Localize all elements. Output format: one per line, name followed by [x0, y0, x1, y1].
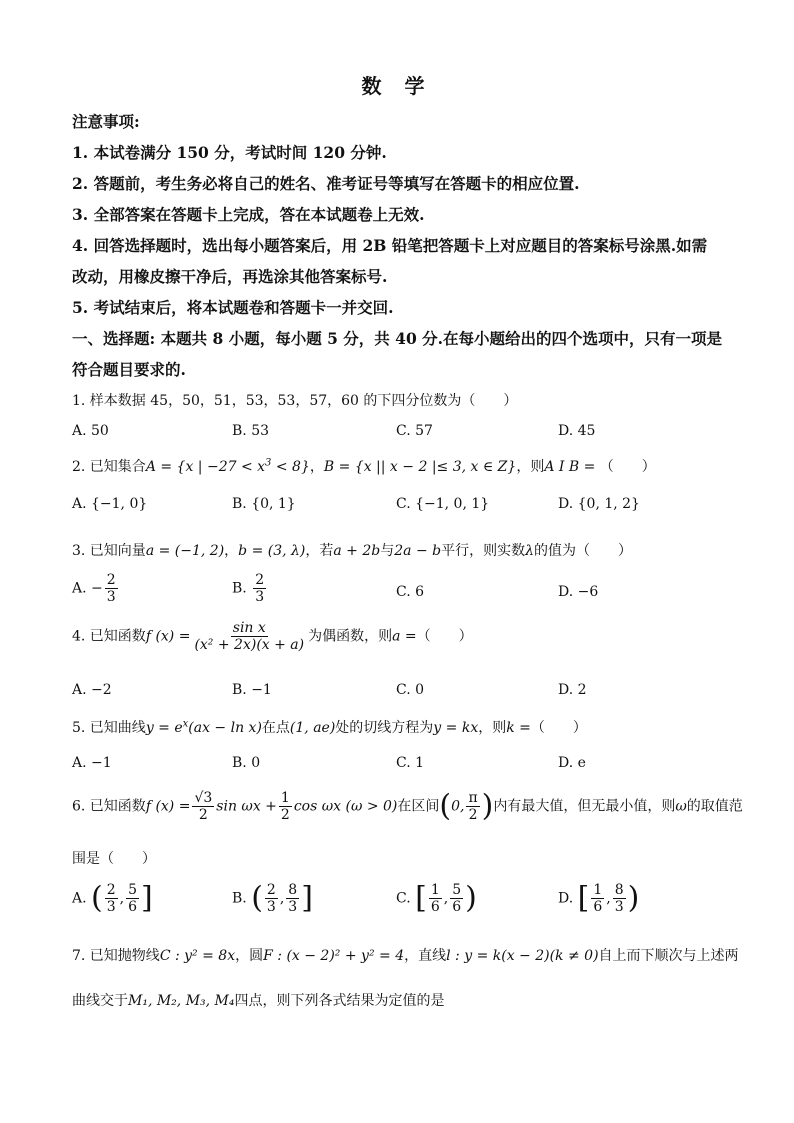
q5-stem: [72, 717, 587, 737]
q6-option-b-right: ]: [301, 880, 313, 916]
q6-option-c-frac-1: [429, 882, 442, 915]
q6-option-d-left: [: [577, 880, 590, 916]
q6-coef-2-den: 2: [280, 807, 290, 824]
q3-text-5: 的值为（ ）: [533, 543, 632, 559]
q3-vector-a: a = (−1, 2): [145, 543, 225, 559]
q1-option-c: C. 57: [396, 423, 433, 439]
q5-line: y = kx: [433, 720, 479, 736]
q2-set-a-end: < 8}: [271, 459, 310, 475]
q6-fx: f (x) =: [145, 798, 191, 815]
q3-stem: [72, 540, 632, 560]
q6-interval-end: [466, 790, 479, 823]
q6-interval-den: 2: [468, 807, 478, 824]
q5-text-3: 处的切线方程为: [335, 720, 434, 736]
q7-text-6: 四点，则下列各式结果为定值的是: [234, 993, 445, 1009]
q7-stem-cont: [72, 990, 445, 1010]
section-heading: 一、选择题: 本题共 8 小题，每小题 5 分，共 40 分.在每小题给出的四个选项中，只有一项是: [72, 329, 723, 348]
q6-option-c-left: [: [415, 880, 427, 916]
q6-coef-1-den: 2: [198, 807, 208, 824]
q5-k-eq: k =: [506, 720, 531, 736]
q4-stem: [72, 620, 473, 653]
q6-option-b-frac-2: [286, 882, 299, 915]
q6-option-a-n2: 5: [128, 882, 138, 898]
q2-set-b: B = {x || x − 2 |≤ 3, x ∈ Z}: [323, 459, 517, 475]
q6-option-c-n2: 5: [452, 882, 462, 898]
q6-option-a-left: (: [91, 880, 103, 916]
q5-curve-rest: (ax − ln x): [188, 720, 262, 736]
q2-option-a: A. {−1, 0}: [72, 496, 148, 512]
q2-set-a-sup: 3: [265, 457, 272, 469]
q3-option-a-label: A.: [72, 580, 87, 597]
q1-stem: 1. 样本数据 45，50，51，53，53，57，60 的下四分位数为（ ）: [72, 393, 518, 409]
q6-interval-left: (: [439, 788, 452, 824]
q6-option-c-label: C.: [396, 890, 411, 907]
q7-parabola: C : y² = 8x: [159, 948, 236, 964]
q4-option-d: D. 2: [558, 682, 587, 698]
q6-text-1: 6. 已知函数: [72, 798, 146, 815]
notice-item-1: 1. 本试卷满分 150 分，考试时间 120 分钟.: [72, 143, 387, 162]
q3-option-a-sign: −: [91, 580, 103, 597]
q2-option-d: D. {0, 1, 2}: [558, 496, 640, 512]
q7-line: l : y = k(x − 2)(k ≠ 0): [446, 948, 599, 964]
q3-expr-1: a + 2b: [333, 543, 381, 559]
q2-set-a: [146, 459, 310, 475]
q3-option-b-num: 2: [255, 572, 265, 588]
q5-text-4: ，则: [478, 720, 507, 736]
q2-text-1: 2. 已知集合: [72, 459, 146, 475]
q6-option-a-n1: 2: [106, 882, 116, 898]
q5-text-1: 5. 已知曲线: [72, 720, 146, 736]
q3-option-a: [72, 572, 120, 605]
q6-option-d-d2: 3: [614, 899, 624, 916]
q3-option-c: C. 6: [396, 584, 425, 600]
q4-option-a: A. −2: [72, 682, 112, 698]
q7-stem: [72, 945, 739, 965]
q7-text-1: 7. 已知抛物线: [72, 948, 160, 964]
q5-option-b: B. 0: [232, 755, 261, 771]
q1-option-d: D. 45: [558, 423, 596, 439]
q7-points: M₁, M₂, M₃, M₄: [128, 993, 235, 1009]
q6-option-c: C. [ $\frac{1}{6}$ , $\frac{5}{6}$ ): [396, 880, 477, 916]
q5-option-d: D. e: [558, 755, 586, 771]
notice-item-2: 2. 答题前，考生务必将自己的姓名、准考证号等填写在答题卡的相应位置.: [72, 174, 580, 193]
q6-option-a-frac-1: [105, 882, 118, 915]
q4-a-eq: a =: [392, 628, 417, 645]
q6-option-b-frac-1: [265, 882, 278, 915]
q6-option-d-frac-1: [591, 882, 604, 915]
q6-term-1: sin ωx +: [216, 798, 277, 815]
q6-option-c-frac-2: [450, 882, 463, 915]
q7-text-2: ，圆: [235, 948, 264, 964]
q4-denominator: (x² + 2x)(x + a): [194, 637, 305, 654]
q3-text-3: 与: [380, 543, 395, 559]
q4-option-c: C. 0: [396, 682, 425, 698]
q4-fraction: [192, 620, 306, 653]
q1-option-a: A. 50: [72, 423, 109, 439]
q3-text-4: 平行，则实数: [441, 543, 526, 559]
q6-coef-2: [279, 790, 292, 823]
q3-option-a-fraction: [105, 572, 118, 605]
q3-lambda: λ: [525, 543, 534, 559]
q3-option-a-num: 2: [106, 572, 116, 588]
q3-text-1: 3. 已知向量: [72, 543, 146, 559]
q6-term-2: cos ωx (ω > 0): [293, 798, 398, 815]
notice-item-3: 3. 全部答案在答题卡上完成，答在本试题卷上无效.: [72, 205, 425, 224]
q6-option-b-label: B.: [232, 890, 247, 907]
q6-coef-1-num: √3: [194, 790, 213, 806]
q6-text-4: 的取值范: [686, 798, 743, 815]
q6-interval-right: ): [481, 788, 494, 824]
q6-coef-1: [192, 790, 214, 823]
q7-text-4: 自上而下顺次与上述两: [598, 948, 739, 964]
q5-text-5: （ ）: [530, 720, 587, 736]
q5-curve-main: y = e: [145, 720, 183, 736]
q5-point: (1, ae): [289, 720, 336, 736]
q5-curve-sup: x: [182, 718, 189, 730]
q5-curve: [146, 720, 262, 736]
q6-option-d-right: ): [627, 880, 640, 916]
q5-option-a: A. −1: [72, 755, 112, 771]
q6-option-c-right: ): [465, 880, 477, 916]
q3-option-b-fraction: [253, 572, 266, 605]
q6-option-c-n1: 1: [430, 882, 440, 898]
q2-option-c: C. {−1, 0, 1}: [396, 496, 490, 512]
q4-fx: f (x) =: [145, 628, 191, 645]
q6-option-a-d2: 6: [128, 899, 138, 916]
notice-item-5: 5. 考试结束后，将本试题卷和答题卡一并交回.: [72, 298, 394, 317]
q5-option-c: C. 1: [396, 755, 425, 771]
q4-option-b: B. −1: [232, 682, 272, 698]
q6-option-a-right: ]: [141, 880, 153, 916]
q6-stem-cont: 围是（ ）: [72, 851, 156, 867]
q6-option-d: D. [ $\frac{1}{6}$ , $\frac{8}{3}$ ): [558, 880, 640, 916]
notice-item-4: 4. 回答选择题时，选出每小题答案后，用 2B 铅笔把答题卡上对应题目的答案标号涂黑.如需: [72, 236, 708, 255]
notice-heading: 注意事项:: [72, 112, 140, 131]
q7-circle: F : (x − 2)² + y² = 4: [263, 948, 405, 964]
q5-text-2: 在点: [261, 720, 290, 736]
q6-option-d-frac-2: [613, 882, 626, 915]
section-heading-cont: 符合题目要求的.: [72, 360, 186, 379]
q6-option-b-d2: 3: [288, 899, 298, 916]
q4-numerator: sin x: [232, 620, 266, 636]
q2-option-b: B. {0, 1}: [232, 496, 296, 512]
q6-stem: [72, 790, 743, 823]
q6-option-d-n1: 1: [593, 882, 603, 898]
q3-comma: ，: [224, 543, 239, 559]
q6-interval-num: π: [468, 790, 478, 806]
q6-option-d-label: D.: [558, 890, 574, 907]
q6-interval-start: 0,: [451, 798, 465, 815]
q6-text-2: 在区间: [397, 798, 440, 815]
q6-option-b-n1: 2: [266, 882, 276, 898]
q3-option-b-label: B.: [232, 580, 247, 597]
q2-stem: [72, 456, 656, 476]
q4-text-3: （ ）: [416, 628, 473, 645]
q2-expr: A I B: [544, 459, 580, 475]
q6-option-a: A. ( $\frac{2}{3}$ , $\frac{5}{6}$ ]: [72, 880, 153, 916]
q2-text-2: ，则: [516, 459, 545, 475]
q2-set-a-main: A = {x | −27 < x: [145, 459, 266, 475]
q2-comma: ，: [309, 459, 324, 475]
q3-option-a-den: 3: [106, 589, 116, 606]
q3-option-d: D. −6: [558, 584, 599, 600]
q6-option-a-label: A.: [72, 890, 87, 907]
notice-item-4-cont: 改动，用橡皮擦干净后，再选涂其他答案标号.: [72, 267, 388, 286]
q6-text-3: 内有最大值，但无最小值，则: [493, 798, 676, 815]
q4-text-2: 为偶函数，则: [308, 628, 393, 645]
q6-option-d-n2: 8: [614, 882, 624, 898]
q6-option-a-d1: 3: [106, 899, 116, 916]
q6-option-b-n2: 8: [288, 882, 298, 898]
q6-option-d-d1: 6: [593, 899, 603, 916]
q7-text-3: ，直线: [404, 948, 447, 964]
q2-text-3: = （ ）: [579, 459, 656, 475]
q7-text-5: 曲线交于: [72, 993, 128, 1009]
q6-option-b-d1: 3: [266, 899, 276, 916]
q6-option-c-d2: 6: [452, 899, 462, 916]
page-title: 数 学: [361, 74, 433, 98]
q6-option-b: B. ( $\frac{2}{3}$ , $\frac{8}{3}$ ]: [232, 880, 313, 916]
q3-vector-b: b = (3, λ): [238, 543, 306, 559]
q4-text-1: 4. 已知函数: [72, 628, 146, 645]
q3-text-2: ，若: [305, 543, 334, 559]
q6-option-b-left: (: [251, 880, 263, 916]
q6-omega: ω: [675, 798, 687, 815]
q1-option-b: B. 53: [232, 423, 270, 439]
q3-expr-2: 2a − b: [394, 543, 442, 559]
q6-option-c-d1: 6: [430, 899, 440, 916]
q3-option-b: [232, 572, 268, 605]
q6-option-a-frac-2: [126, 882, 139, 915]
q6-coef-2-num: 1: [280, 790, 290, 806]
q3-option-b-den: 3: [255, 589, 265, 606]
